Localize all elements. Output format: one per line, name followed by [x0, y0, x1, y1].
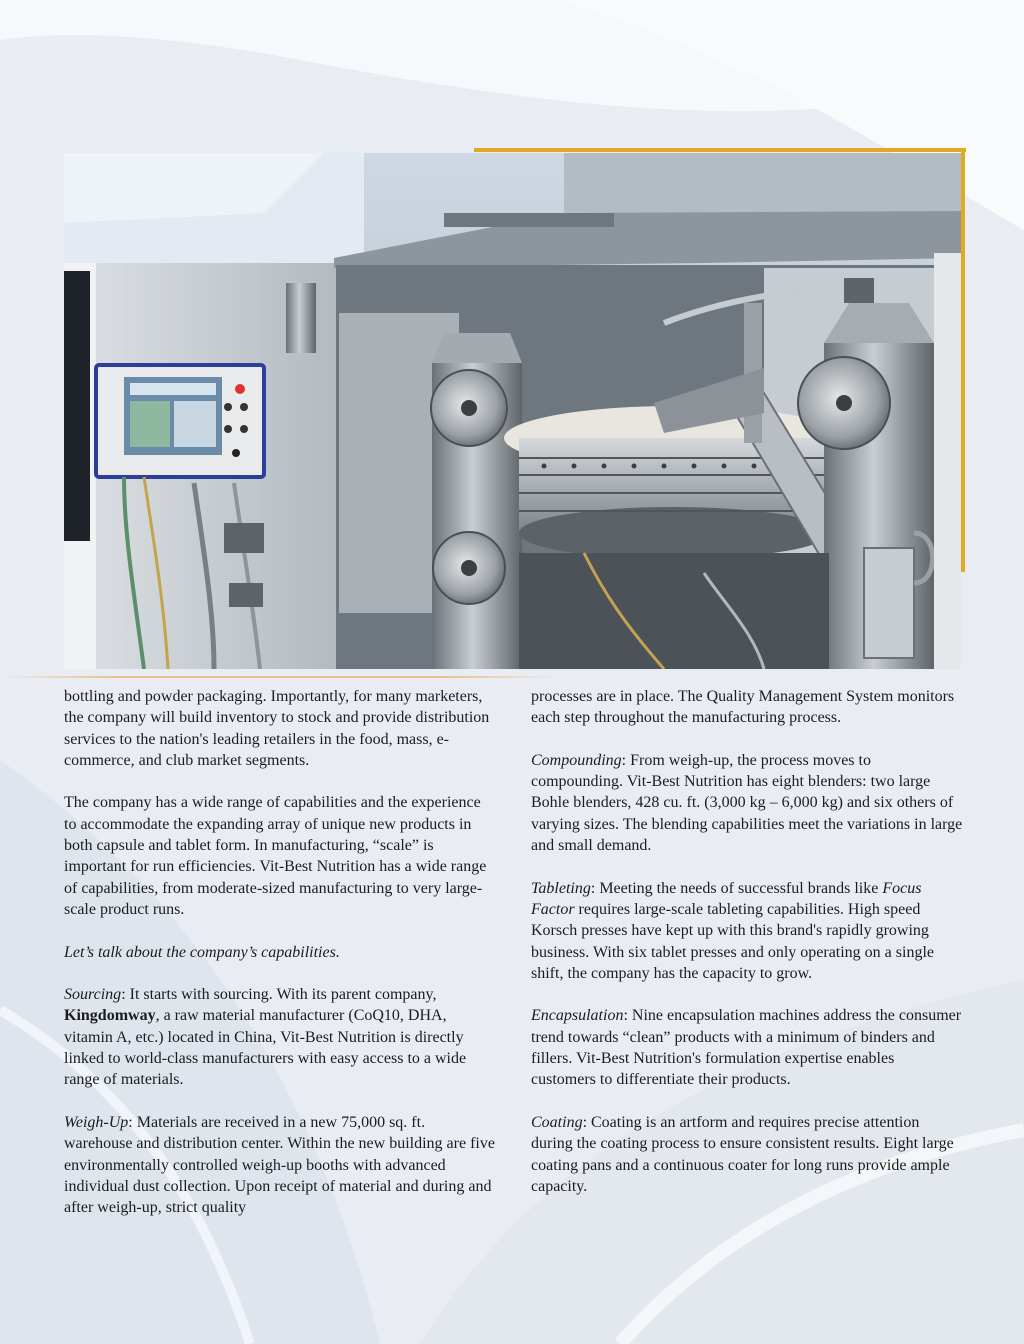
accent-bar-top [474, 148, 966, 152]
sourcing-paragraph: Sourcing: It starts with sourcing. With its parent company, Kingdomway, a raw material manufacturer (CoQ10, DHA, vitamin A, etc.) located in China, Vit-Best Nutrition is directly linked to world-class manufacturers with easy access to a wide range of materials. [64, 986, 467, 1089]
photo-underline [0, 676, 560, 678]
accent-bar-right [961, 148, 965, 572]
coating-term: Coating [531, 1113, 583, 1131]
compounding-paragraph: Compounding: From weigh-up, the process moves to compounding. Vit-Best Nutrition has eight blenders: two large Bohle blenders, 428 cu. ft. (3,000 kg – 6,000 kg) and six others of varying sizes. The blending capabilities meet the variations in large and small demand. [531, 751, 963, 855]
quality-paragraph: processes are in place. The Quality Management System monitors each step throughout the manufacturing process. [531, 688, 955, 727]
coating-paragraph: Coating: Coating is an artform and requires precise attention during the coating process to ensure consistent results. Eight large coating pans and a continuous coater for long runs provide ample capacity. [531, 1113, 954, 1195]
weighup-term: Weigh-Up [64, 1113, 129, 1131]
weighup-paragraph: Weigh-Up: Materials are received in a new 75,000 sq. ft. warehouse and distribution center. Within the new building are five environmentally controlled weigh-up booths with advanced individual dust collection. Upon receipt of material and during and after weigh-up, strict quality [64, 1113, 495, 1217]
encapsulation-paragraph: Encapsulation: Nine encapsulation machines address the consumer trend towards “clean” products with a minimum of binders and fillers. Vit-Best Nutrition's formulation expertise enables customers to differentiate their products. [531, 1007, 962, 1089]
tableting-term: Tableting [531, 879, 591, 897]
right-column [531, 686, 963, 1197]
capabilities-paragraph: The company has a wide range of capabilities and the experience to accommodate the expanding array of unique new products in both capsule and tablet form. In manufacturing, “scale” is important for run efficiencies. Vit-Best Nutrition has a wide range of capabilities, from moderate-sized manufacturing to very large-scale product runs. [64, 794, 487, 918]
kingdomway-name: Kingdomway [64, 1007, 156, 1025]
tablet-press-photo [64, 153, 961, 669]
sourcing-term: Sourcing [64, 986, 122, 1004]
compounding-term: Compounding [531, 751, 622, 769]
intro-paragraph: bottling and powder packaging. Importantly, for many marketers, the company will build inventory to stock and provide distribution services to the nation's leading retailers in the food, mass, e-commerce, and club market segments. [64, 688, 490, 769]
encapsulation-term: Encapsulation [531, 1007, 624, 1025]
left-column [64, 686, 496, 1218]
focus-factor-brand: Focus Factor [531, 879, 922, 918]
tableting-paragraph: Tableting: Meeting the needs of successful brands like Focus Factor requires large-scale tableting capabilities. High speed Korsch presses have kept up with this brand's rapidly growing business. With six tablet presses and only operating on a single shift, the company has the capacity to grow. [531, 879, 934, 982]
capabilities-lead-in: Let’s talk about the company’s capabilities. [64, 943, 340, 961]
